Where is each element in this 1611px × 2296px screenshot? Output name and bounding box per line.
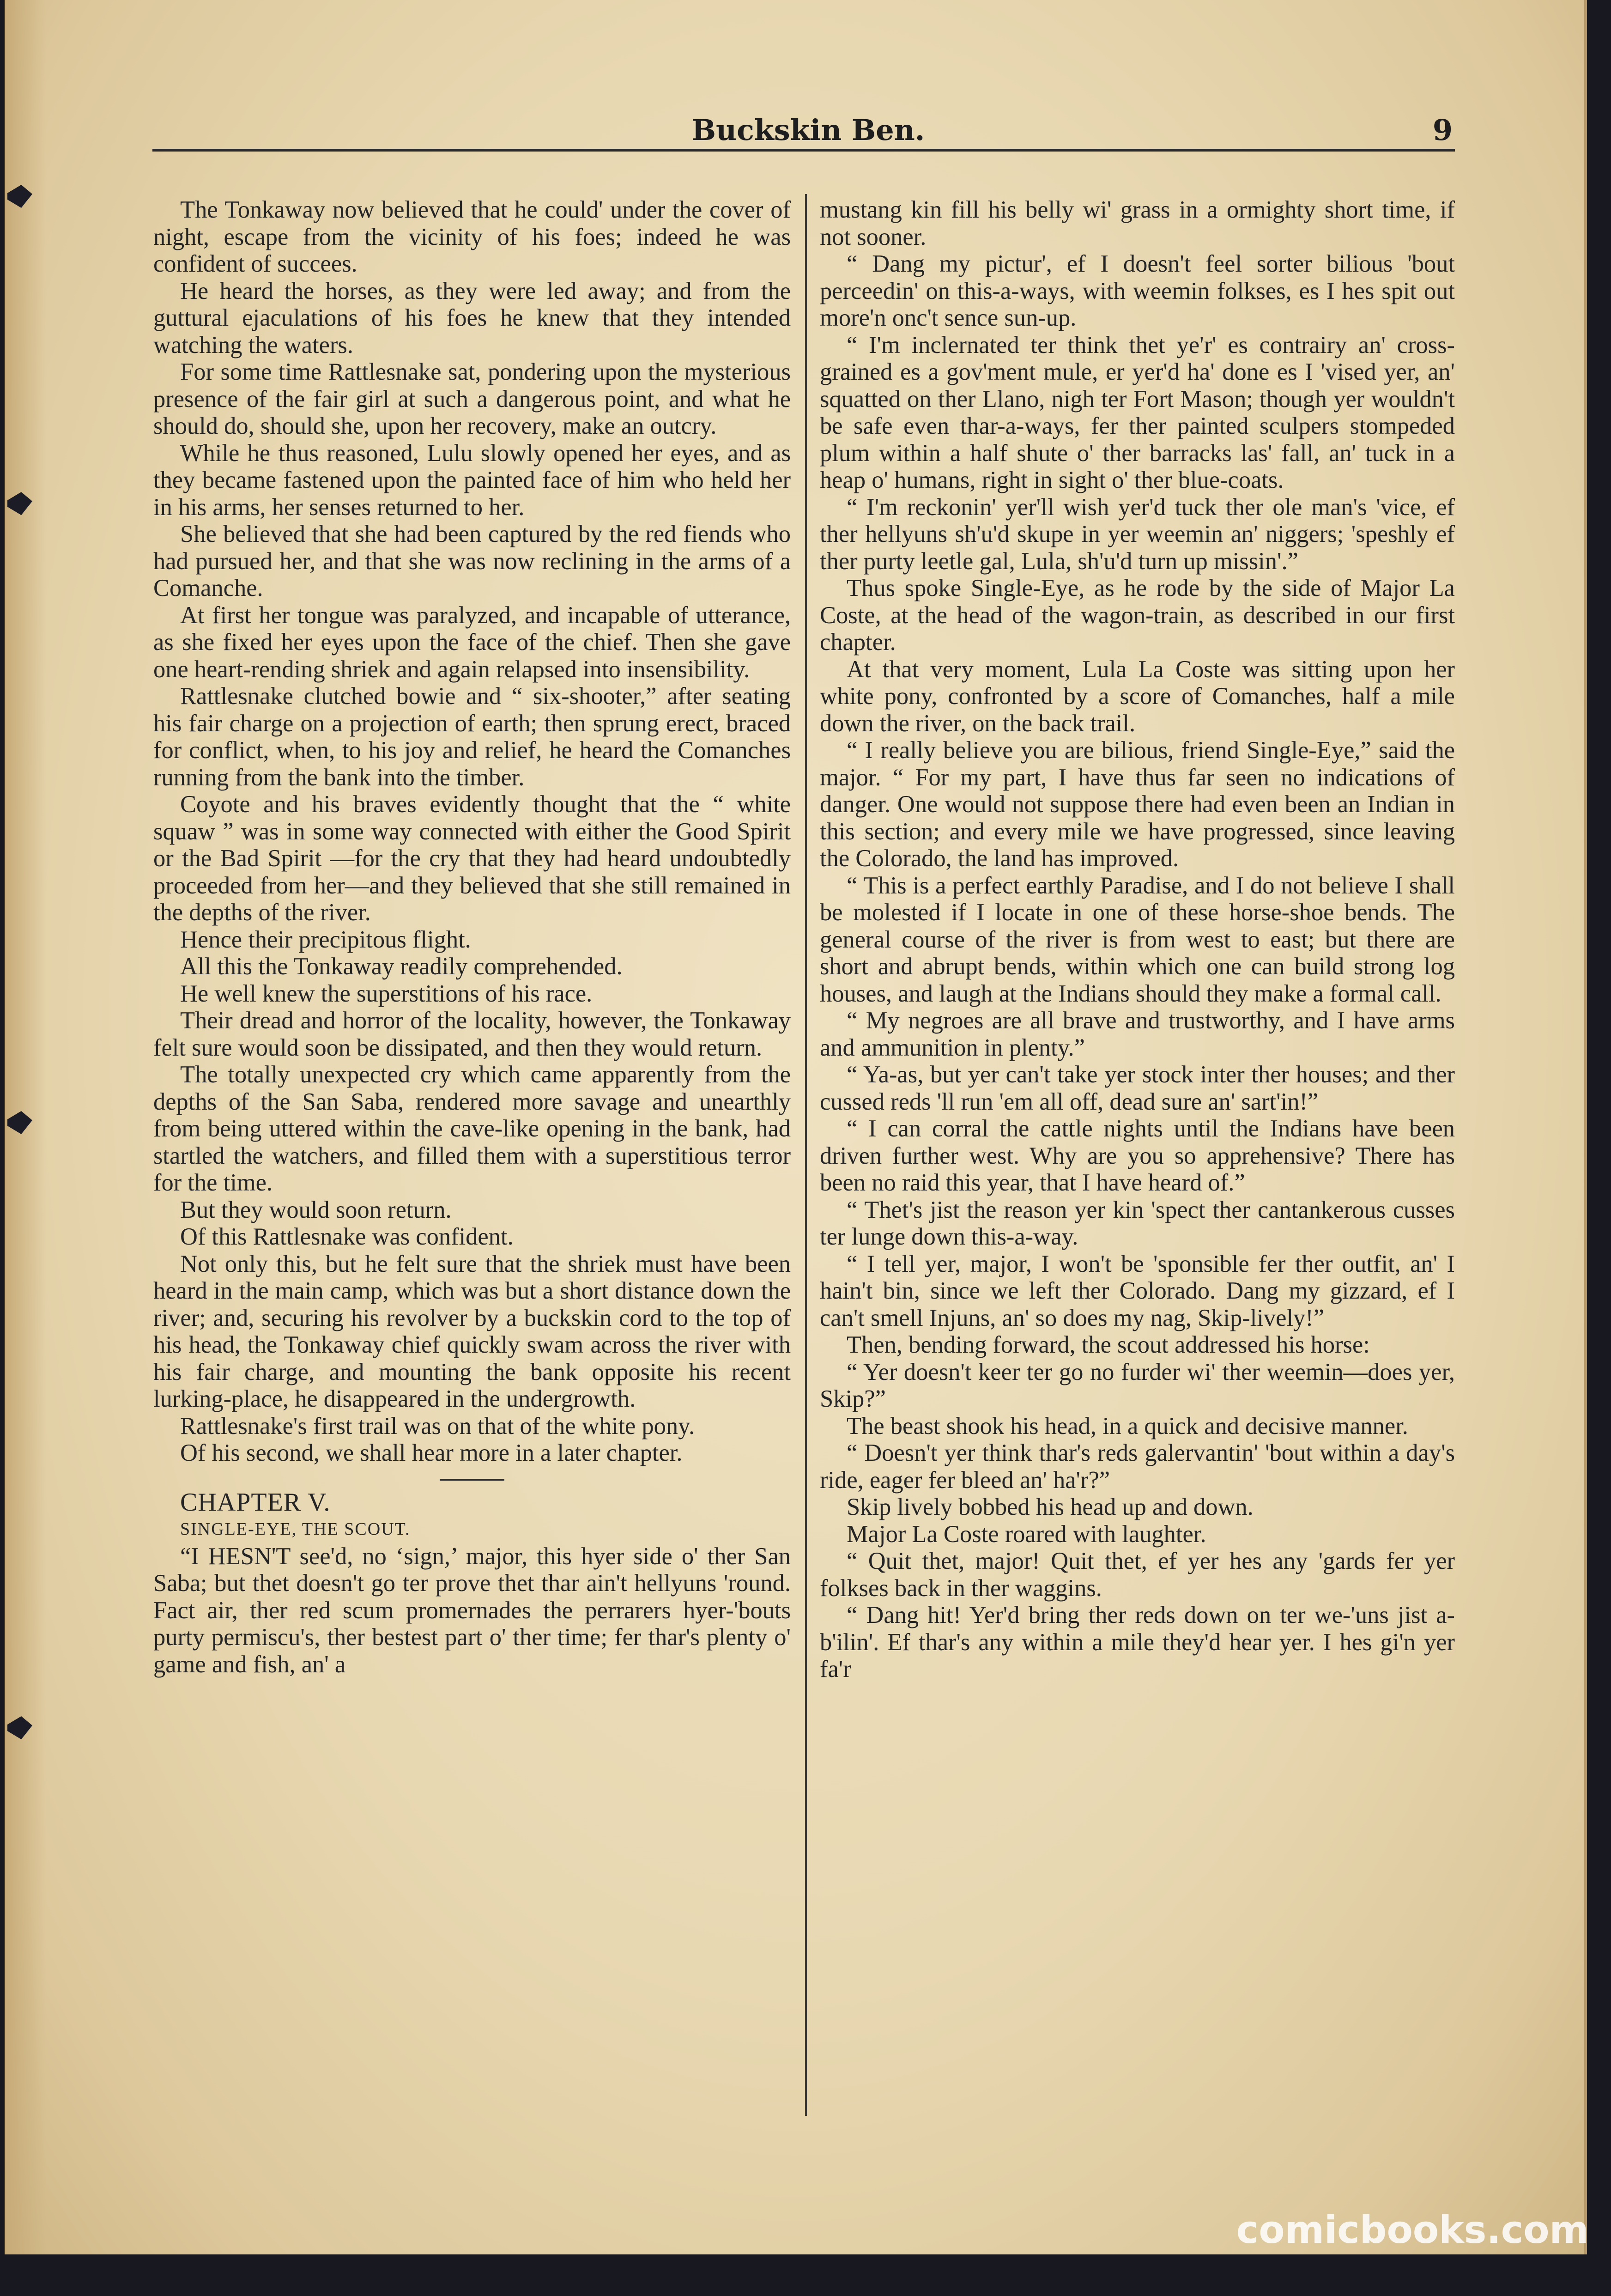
paragraph: All this the Tonkaway readily comprehended. bbox=[180, 953, 623, 980]
paragraph: Rattlesnake clutched bowie and “ six-shooter,” after seating his fair charge on a projection of earth; then sprung erect, braced for conflict, when, to his joy and relief, he heard the Comanches running from the bank into the timber. bbox=[153, 683, 791, 791]
paragraph: “ Ya-as, but yer can't take yer stock inter ther houses; and ther cussed reds 'll run 'em all off, dead sure an' sart'in!” bbox=[820, 1061, 1455, 1115]
paragraph: “ I'm inclernated ter think thet ye'r' es contrairy an' cross-grained es a gov'ment mule, er yer'd ha' done es I 'vised yer, an' squatted on ther Llano, nigh ter Fort Mason; though yer wouldn't be safe even thar-a-ways, fer ther painted sculpers stompeded plum within a half shute o' ther barracks las' fall, an' tuck in a heap o' humans, right in sight o' ther blue-coats. bbox=[820, 331, 1455, 493]
paragraph: “ Doesn't yer think thar's reds galervantin' 'bout within a day's ride, eager fer bleed an' ha'r?” bbox=[820, 1440, 1455, 1494]
paragraph: At first her tongue was paralyzed, and incapable of utterance, as she fixed her eyes upon the face of the chief. Then she gave one heart-rending shriek and again relapsed into insensibility. bbox=[153, 601, 791, 683]
paragraph: Coyote and his braves evidently thought that the “ white squaw ” was in some way connected with either the Good Spirit or the Bad Spirit —for the cry that they had heard undoubtedly proceeded from her—and they believed that she still remained in the depths of the river. bbox=[153, 791, 791, 926]
paragraph: Major La Coste roared with laughter. bbox=[847, 1520, 1206, 1548]
paragraph: But they would soon return. bbox=[180, 1196, 452, 1223]
chapter-subtitle: SINGLE-EYE, THE SCOUT. bbox=[180, 1519, 411, 1539]
paragraph: “ Thet's jist the reason yer kin 'spect ther cantankerous cusses ter lunge down this-a-way. bbox=[820, 1196, 1455, 1250]
binding-hole-icon bbox=[7, 487, 33, 520]
paragraph: Rattlesnake's first trail was on that of the white pony. bbox=[180, 1412, 695, 1440]
chapter-title: CHAPTER V. bbox=[180, 1488, 331, 1517]
paragraph: Skip lively bobbed his head up and down. bbox=[847, 1494, 1254, 1520]
right-column bbox=[820, 196, 1455, 1683]
column-divider bbox=[805, 194, 807, 2116]
page-number: 9 bbox=[1432, 113, 1453, 147]
paragraph: “ I can corral the cattle nights until the Indians have been driven further west. Why are you so apprehensive? There has been no raid this year, that I have heard of.” bbox=[820, 1115, 1455, 1196]
paragraph: Of his second, we shall hear more in a later chapter. bbox=[180, 1440, 683, 1466]
paragraph: The totally unexpected cry which came apparently from the depths of the San Saba, rendered more savage and unearthly from being uttered within the cave-like opening in the bank, had startled the watchers, and filled them with a superstitious terror for the time. bbox=[153, 1061, 791, 1196]
paragraph: The beast shook his head, in a quick and decisive manner. bbox=[847, 1412, 1408, 1440]
binding-hole-icon bbox=[7, 1106, 33, 1139]
paragraph: Hence their precipitous flight. bbox=[180, 926, 471, 953]
paragraph: “ I'm reckonin' yer'll wish yer'd tuck ther ole man's 'vice, ef ther hellyuns sh'u'd skupe in yer weemin an' niggers; 'speshly ef ther purty leetle gal, Lula, sh'u'd turn up missin'.” bbox=[820, 493, 1455, 575]
paragraph-continued: mustang kin fill his belly wi' grass in a ormighty short time, if not sooner. bbox=[820, 196, 1455, 250]
binding-hole-icon bbox=[7, 180, 33, 213]
chapter-opening-paragraph: “I HESN'T see'd, no ‘sign,’ major, this hyer side o' ther San Saba; but thet doesn't go ter prove thet thar ain't hellyuns 'round. Fact air, ther red scum promernades the perrarers hyer-'bouts purty permiscu's, ther bestest part o' ther time; fer thar's plenty o' game and fish, an' a bbox=[153, 1543, 791, 1678]
left-column bbox=[153, 196, 791, 1678]
paragraph: The Tonkaway now believed that he could' under the cover of night, escape from the vicinity of his foes; indeed he was confident of succees. bbox=[153, 196, 791, 277]
paragraph: Then, bending forward, the scout addressed his horse: bbox=[847, 1331, 1370, 1358]
paragraph: “ Yer doesn't keer ter go no furder wi' ther weemin—does yer, Skip?” bbox=[820, 1358, 1455, 1412]
paragraph: Not only this, but he felt sure that the shriek must have been heard in the main camp, which was but a short distance down the river; and, securing his revolver by a buckskin cord to the top of his head, the Tonkaway chief quickly swam across the river with his fair charge, and mounting the bank opposite his recent lurking-place, he disappeared in the undergrowth. bbox=[153, 1250, 791, 1412]
paragraph: “ I tell yer, major, I won't be 'sponsible fer ther outfit, an' I hain't bin, since we left ther Colorado. Dang my gizzard, ef I can't smell Injuns, an' so does my nag, Skip-lively!” bbox=[820, 1250, 1455, 1331]
paragraph: “ I really believe you are bilious, friend Single-Eye,” said the major. “ For my part, I have thus far seen no indications of danger. One would not suppose there had even been an Indian in this section; and every mile we have progressed, since leaving the Colorado, the land has improved. bbox=[820, 737, 1455, 872]
chapter-separator bbox=[440, 1479, 504, 1481]
paragraph: While he thus reasoned, Lulu slowly opened her eyes, and as they became fastened upon the painted face of him who held her in his arms, her senses returned to her. bbox=[153, 439, 791, 521]
book-page bbox=[5, 0, 1587, 2254]
paragraph: At that very moment, Lula La Coste was sitting upon her white pony, confronted by a score of Comanches, half a mile down the river, on the back trail. bbox=[820, 656, 1455, 737]
paragraph: “ Dang my pictur', ef I doesn't feel sorter bilious 'bout perceedin' on this-a-ways, with weemin folkses, es I hes spit out more'n onc't sence sun-up. bbox=[820, 250, 1455, 331]
paragraph: Of this Rattlesnake was confident. bbox=[180, 1223, 514, 1250]
binding-hole-icon bbox=[7, 1712, 33, 1744]
paragraph: “ Quit thet, major! Quit thet, ef yer hes any 'gards fer yer folkses back in ther waggins. bbox=[820, 1548, 1455, 1602]
running-title: Buckskin Ben. bbox=[691, 113, 925, 147]
paragraph: Thus spoke Single-Eye, as he rode by the side of Major La Coste, at the head of the wagon-train, as described in our first chapter. bbox=[820, 575, 1455, 656]
header-rule bbox=[152, 149, 1455, 152]
paragraph: “ This is a perfect earthly Paradise, and I do not believe I shall be molested if I locate in one of these horse-shoe bends. The general course of the river is from west to east; but there are short and abrupt bends, within which one can build strong log houses, and laugh at the Indians should they make a formal call. bbox=[820, 872, 1455, 1007]
paragraph: She believed that she had been captured by the red fiends who had pursued her, and that she was now reclining in the arms of a Comanche. bbox=[153, 521, 791, 601]
paragraph: He heard the horses, as they were led away; and from the guttural ejaculations of his foes he knew that they intended watching the waters. bbox=[153, 277, 791, 358]
paragraph: “ My negroes are all brave and trustworthy, and I have arms and ammunition in plenty.” bbox=[820, 1007, 1455, 1061]
paragraph: Their dread and horror of the locality, however, the Tonkaway felt sure would soon be dissipated, and then they would return. bbox=[153, 1007, 791, 1061]
paragraph: He well knew the superstitions of his race. bbox=[180, 980, 593, 1007]
paragraph: For some time Rattlesnake sat, pondering upon the mysterious presence of the fair girl at such a dangerous point, and what he should do, should she, upon her recovery, make an outcry. bbox=[153, 358, 791, 439]
site-watermark: comicbooks.com bbox=[1236, 2208, 1589, 2252]
paragraph: “ Dang hit! Yer'd bring ther reds down on ter we-'uns jist a-b'ilin'. Ef thar's any within a mile they'd hear yer. I hes gi'n yer fa'r bbox=[820, 1602, 1455, 1683]
